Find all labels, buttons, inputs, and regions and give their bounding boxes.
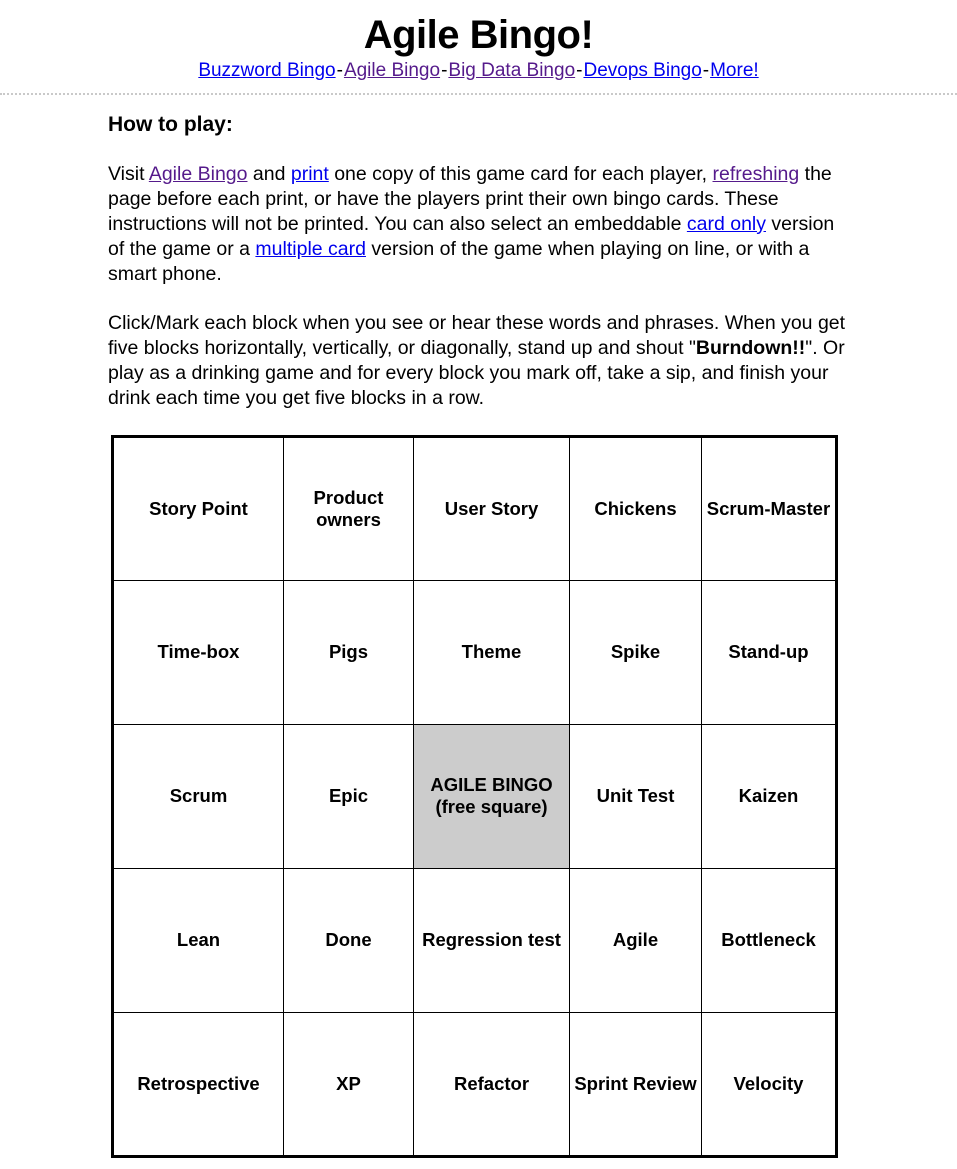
text-fragment: one copy of this game card for each player, — [328, 162, 713, 185]
bingo-cell[interactable]: Scrum-Master — [702, 436, 837, 580]
bingo-cell[interactable]: Stand-up — [702, 580, 837, 724]
bingo-cell[interactable]: Unit Test — [570, 724, 702, 868]
instructions-paragraph-2 — [108, 311, 848, 411]
bingo-cell[interactable]: Regression test — [414, 868, 570, 1012]
bingo-cell[interactable]: Story Point — [113, 436, 284, 580]
bingo-cell[interactable]: Retrospective — [113, 1012, 284, 1156]
burndown-shout-text: Burndown!! — [695, 336, 806, 359]
bingo-cell[interactable]: Sprint Review — [570, 1012, 702, 1156]
text-fragment: Visit — [108, 162, 149, 185]
nav-link-agile-bingo[interactable]: Agile Bingo — [343, 60, 441, 81]
how-to-play-heading: How to play: — [108, 112, 233, 136]
bingo-cell[interactable]: Epic — [284, 724, 414, 868]
bingo-cell[interactable]: Time-box — [113, 580, 284, 724]
text-fragment: version of the game when playing on line, or with a smart phone. — [108, 237, 810, 285]
bingo-cell[interactable]: Pigs — [284, 580, 414, 724]
text-fragment: and — [247, 162, 291, 185]
bingo-cell-free-square[interactable] — [414, 724, 570, 868]
bingo-row — [113, 868, 837, 1012]
bingo-cell[interactable]: Velocity — [702, 1012, 837, 1156]
bingo-cell[interactable]: Refactor — [414, 1012, 570, 1156]
bingo-row — [113, 1012, 837, 1156]
bingo-cell[interactable]: Theme — [414, 580, 570, 724]
bingo-cell[interactable]: Scrum — [113, 724, 284, 868]
bingo-card-container — [0, 435, 957, 1158]
bingo-cell[interactable]: Kaizen — [702, 724, 837, 868]
nav-link-devops-bingo[interactable]: Devops Bingo — [583, 60, 702, 81]
inline-link-card-only[interactable]: card only — [686, 212, 766, 235]
bingo-cell[interactable]: Lean — [113, 868, 284, 1012]
text-fragment: the page before each print, or have the players print their own bingo cards. These instructions will not be printed. You can also select an embeddable — [108, 162, 832, 235]
bingo-row — [113, 580, 837, 724]
free-square-subtitle: (free square) — [435, 796, 548, 818]
bingo-card-table — [111, 435, 838, 1158]
bingo-cell[interactable]: User Story — [414, 436, 570, 580]
free-square-title: AGILE BINGO — [430, 774, 553, 796]
bingo-row — [113, 724, 837, 868]
bingo-cell[interactable]: Bottleneck — [702, 868, 837, 1012]
text-fragment: ". Or play as a drinking game and for every block you mark off, take a sip, and finish your drink each time you get five blocks in a row. — [108, 336, 845, 409]
text-fragment: version of the game or a — [108, 212, 835, 260]
instructions-paragraph-1 — [108, 162, 848, 287]
bingo-cell[interactable]: Product owners — [284, 436, 414, 580]
nav-separator: - — [702, 60, 710, 81]
bingo-row — [113, 436, 837, 580]
instructions-section — [0, 113, 957, 411]
bingo-cell[interactable]: Spike — [570, 580, 702, 724]
bingo-cell[interactable]: Agile — [570, 868, 702, 1012]
header-divider — [0, 93, 957, 95]
inline-link-print[interactable]: print — [290, 162, 329, 185]
nav-separator: - — [336, 60, 343, 81]
inline-link-refreshing[interactable]: refreshing — [712, 162, 800, 185]
nav-link-big-data-bingo[interactable]: Big Data Bingo — [448, 60, 576, 81]
inline-link-multiple-card[interactable]: multiple card — [255, 237, 366, 260]
inline-link-agile-bingo[interactable]: Agile Bingo — [148, 162, 248, 185]
site-nav — [0, 60, 957, 83]
bingo-cell[interactable]: XP — [284, 1012, 414, 1156]
nav-separator: - — [576, 60, 583, 81]
text-fragment: Click/Mark each block when you see or hear these words and phrases. When you get five blocks horizontally, vertically, or diagonally, stand up and shout " — [108, 311, 846, 359]
bingo-cell[interactable]: Done — [284, 868, 414, 1012]
page-title: Agile Bingo! — [363, 13, 594, 57]
bingo-cell[interactable]: Chickens — [570, 436, 702, 580]
nav-link-more[interactable]: More! — [710, 60, 759, 81]
nav-link-buzzword-bingo[interactable]: Buzzword Bingo — [198, 60, 336, 81]
nav-separator: - — [441, 60, 448, 81]
